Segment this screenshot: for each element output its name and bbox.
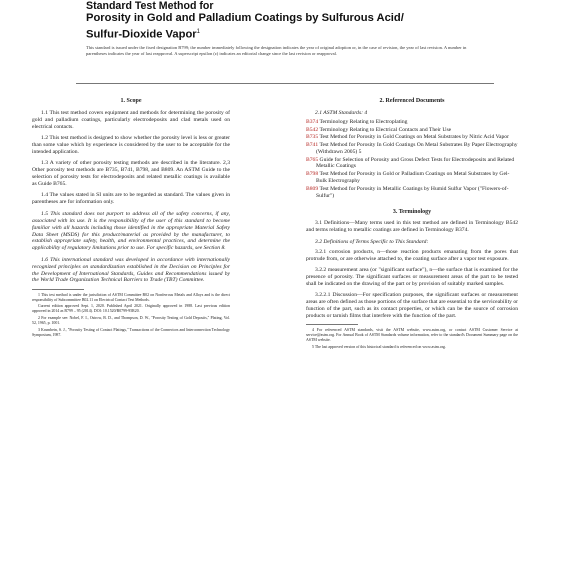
section-terminology-heading: 3. Terminology <box>392 208 432 215</box>
footnote-4: 4 For referenced ASTM standards, visit the ASTM website, www.astm.org, or contact ASTM Customer Service at service@astm.org. For Annual Book of ASTM Standards volume information, refer to the standard's Document Summary page on the ASTM website. <box>306 328 518 343</box>
footnote-3: 3 Krumbein, S. J., "Porosity Testing of Contact Platings," Transactions of the Connectors and Interconnection Technology Symposium, 1987. <box>32 327 230 337</box>
reference-title: Guide for Selection of Porosity and Gross Defect Tests for Electrodeposits and Related Metallic Coatings <box>316 156 515 170</box>
paragraph-1-2: 1.2 This test method is designed to show whether the porosity level is less or greater than some value which by experience is considered by the user to be acceptable for the intended application. <box>32 135 230 155</box>
paragraph-2-1: 2.1 ASTM Standards: 4 <box>315 109 368 116</box>
reference-item <box>306 142 518 156</box>
reference-code-link[interactable]: B765 <box>306 156 319 163</box>
reference-item <box>306 119 518 126</box>
title-footnote-mark: 1 <box>196 28 200 35</box>
title-line-1: Standard Test Method for <box>86 0 214 12</box>
reference-title: Terminology Relating to Electrical Contacts and Their Use <box>319 126 452 133</box>
reference-code-link[interactable]: B741 <box>306 141 319 148</box>
paragraph-1-4: 1.4 The values stated in SI units are to be regarded as standard. The values given in parentheses are for information only. <box>32 192 230 206</box>
footnote-5: 5 The last approved version of this historical standard is referenced on www.astm.org. <box>312 344 446 349</box>
reference-code-link[interactable]: B735 <box>306 134 319 141</box>
paragraph-3-1: 3.1 Definitions—Many terms used in this test method are defined in Terminology B542 and terms relating to metallic coatings are defined in Terminology B374. <box>306 220 518 234</box>
reference-code-link[interactable]: B809 <box>306 185 319 192</box>
reference-title: Test Method for Porosity in Gold or Palladium Coatings on Metal Substrates by Gel-Bulk Electrography <box>316 171 510 185</box>
paragraph-1-5-safety: 1.5 This standard does not purport to address all of the safety concerns, if any, associated with its use. It is the responsibility of the user of this standard to become familiar with all hazards including those identified in the appropriate Material Safety Data Sheet (MSDS) for this product/material as provided by the manufacturer, to establish appropriate safety, health, and environmental practices, and determine the applicability of regulatory limitations prior to use. For specific hazards, see Section 8. <box>32 210 230 252</box>
paragraph-1-3: 1.3 A variety of other porosity testing methods are described in the literature. 2,3 Other porosity test methods are B735, B741, B798, and B809. An ASTM Guide to the selection of porosity tests for electrodeposits and related metallic coatings is available as Guide B765. <box>32 160 230 188</box>
footnote-2: 2 For example see: Nobel, F. I., Ostrow, B. D., and Thompson, D. W., "Porosity Testing of Gold Deposits," Plating, Vol. 52, 1965, p. 1001. <box>32 316 230 325</box>
reference-title: Test Method for Porosity in Metallic Coatings by Humid Sulfur Vapor ("Flowers-of-Sulfur") <box>316 185 509 199</box>
designation-note: This standard is issued under the fixed designation B799; the number immediately following the designation indicates the year of original adoption or, in the case of revision, the year of last revision. A number in parentheses indicates the year of last reapproval. A superscript epsilon (ε) indicates an editorial change since the last revision or reapproval. <box>86 45 467 56</box>
header-divider <box>76 83 494 84</box>
reference-code-link[interactable]: B542 <box>306 126 319 133</box>
reference-item <box>306 157 518 171</box>
title-line-3-wrap <box>86 26 516 42</box>
footnote-1: 1 This test method is under the jurisdiction of ASTM Committee B02 on Nonferrous Metals and Alloys and is the direct responsibility of Subcommittee B02.11 on Electrical Contact Test Methods. <box>32 292 230 302</box>
footnote-divider <box>306 324 358 325</box>
reference-list <box>306 119 518 200</box>
section-scope-heading: 1. Scope <box>120 98 142 104</box>
reference-item <box>306 127 518 134</box>
left-column <box>32 98 230 339</box>
right-column <box>306 98 518 352</box>
reference-title: Test Method for Porosity in Gold Coatings on Metal Substrates by Nitric Acid Vapor <box>319 134 509 141</box>
document-title <box>86 0 516 42</box>
reference-title: Test Method for Porosity In Gold Coatings On Metal Substrates By Paper Electrography (Withdrawn 2005) 5 <box>316 141 518 155</box>
title-line-3: Sulfur-Dioxide Vapor <box>86 28 197 41</box>
paragraph-1-6-wto: 1.6 This international standard was developed in accordance with internationally recognized principles on standardization established in the Decision on Principles for the Development of International Standards, Guides and Recommendations issued by the World Trade Organization Technical Barriers to Trade (TBT) Committee. <box>32 256 230 284</box>
title-line-2: Porosity in Gold and Palladium Coatings by Sulfurous Acid/ <box>86 12 404 25</box>
reference-title: Terminology Relating to Electroplating <box>319 118 408 125</box>
reference-item <box>306 134 518 141</box>
footnote-divider <box>32 289 84 290</box>
reference-code-link[interactable]: B374 <box>306 118 319 125</box>
paragraph-3-2-2: 3.2.2 measurement area (or "significant surface"), n—the surface that is examined for the presence of porosity. The significant surfaces or measurement areas of the part to be tested shall be indicated on the drawing of the part or by provision of suitably marked samples. <box>306 267 518 287</box>
paragraph-3-2-2-1: 3.2.2.1 Discussion—For specification purposes, the significant surfaces or measurement areas are often defined as those portions of the surface that are essential to the serviceability or function of the part, such as its contact properties, or which can be the source of corrosion products or tarnish films that interfere with the function of the part. <box>306 292 518 319</box>
reference-code-link[interactable]: B798 <box>306 171 319 178</box>
reference-item <box>306 171 518 185</box>
section-refdocs-heading: 2. Referenced Documents <box>379 98 445 104</box>
reference-item <box>306 186 518 200</box>
paragraph-1-1: 1.1 This test method covers equipment and methods for determining the porosity of gold and palladium coatings, particularly electrodeposits and clad metals used on electrical contacts. <box>32 109 230 130</box>
footnote-1-edition: Current edition approved Sept. 1, 2020. Published April 2021. Originally approved in 1988. Last previous edition approved in 2014 as B799 – 95 (2014). DOI: 10.1520/B0799-95R20. <box>32 304 230 314</box>
paragraph-3-2: 3.2 Definitions of Terms Specific to This Standard: <box>315 238 429 245</box>
paragraph-3-2-1: 3.2.1 corrosion products, n—those reaction products emanating from the pores that protrude from, or are otherwise attached to, the coating surface after a vapor test exposure. <box>306 248 518 262</box>
